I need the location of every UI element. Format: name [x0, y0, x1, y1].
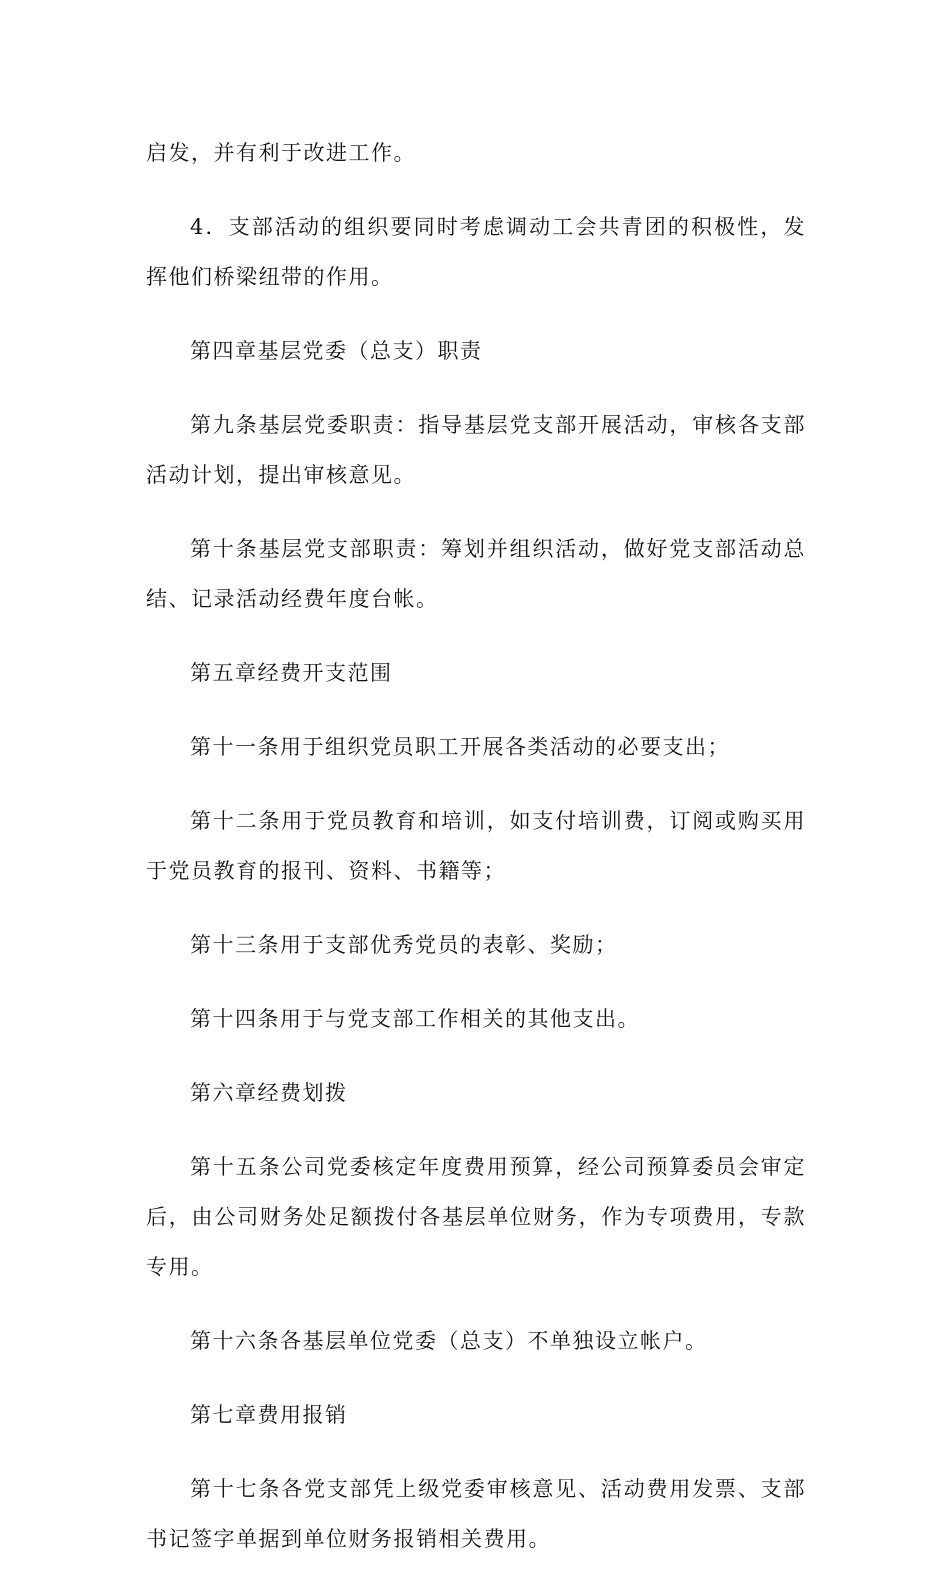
article-14: 第十四条用于与党支部工作相关的其他支出。	[190, 1007, 640, 1031]
chapter-heading-6: 第六章经费划拨	[190, 1081, 348, 1105]
paragraph-item-4: 4．支部活动的组织要同时考虑调动工会共青团的积极性，发挥他们桥梁纽带的作用。	[146, 215, 806, 289]
article-9: 第九条基层党委职责：指导基层党支部开展活动，审核各支部活动计划，提出审核意见。	[146, 413, 806, 487]
paragraph-continuation: 启发，并有利于改进工作。	[146, 141, 416, 165]
article-15: 第十五条公司党委核定年度费用预算，经公司预算委员会审定后，由公司财务处足额拨付各基层单位财务，作为专项费用，专款专用。	[146, 1155, 806, 1279]
article-13: 第十三条用于支部优秀党员的表彰、奖励；	[190, 933, 618, 957]
article-10: 第十条基层党支部职责：筹划并组织活动，做好党支部活动总结、记录活动经费年度台帐。	[146, 537, 806, 611]
article-11: 第十一条用于组织党员职工开展各类活动的必要支出；	[190, 735, 730, 759]
chapter-heading-4: 第四章基层党委（总支）职责	[190, 339, 483, 363]
document-page	[146, 128, 806, 1588]
article-12: 第十二条用于党员教育和培训，如支付培训费，订阅或购买用于党员教育的报刊、资料、书籍等；	[146, 809, 806, 883]
article-17: 第十七条各党支部凭上级党委审核意见、活动费用发票、支部书记签字单据到单位财务报销相关费用。	[146, 1477, 806, 1551]
chapter-heading-7: 第七章费用报销	[190, 1403, 348, 1427]
article-16: 第十六条各基层单位党委（总支）不单独设立帐户。	[190, 1329, 708, 1353]
chapter-heading-5: 第五章经费开支范围	[190, 661, 393, 685]
